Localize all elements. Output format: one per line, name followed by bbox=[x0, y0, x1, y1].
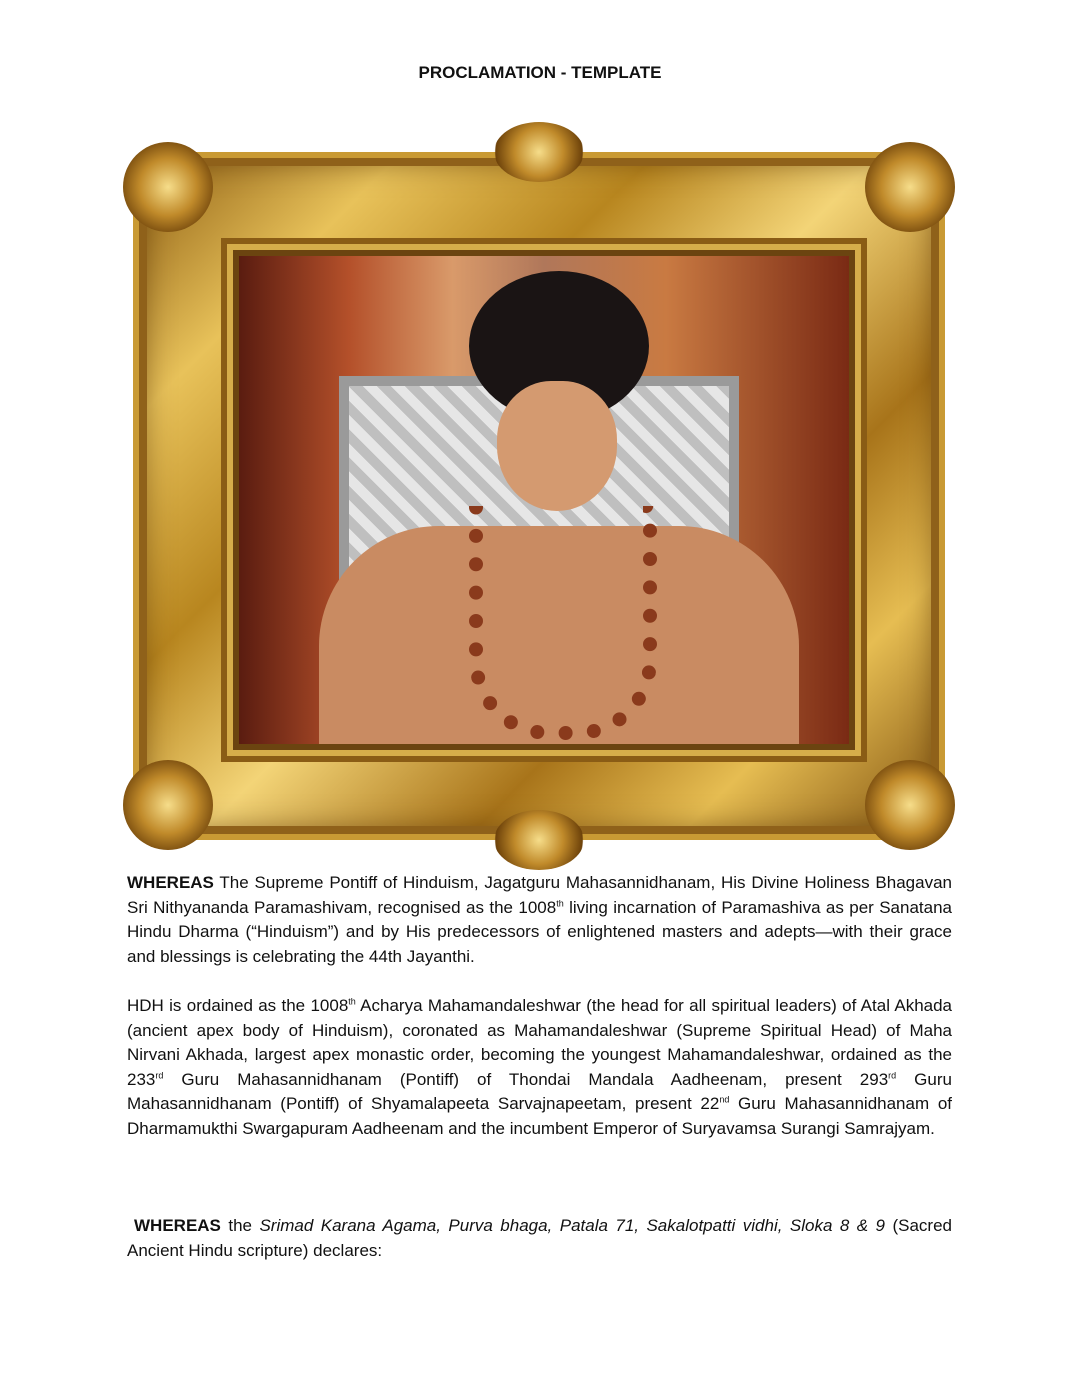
text: The Supreme Pontiff of Hinduism, Jagatguru Mahasannidhanam, His Divine Holiness Bhagavan Sri Nithyananda Paramashivam, recognised as the 1008 bbox=[127, 873, 952, 917]
superscript: th bbox=[348, 996, 356, 1007]
text: Guru Mahasannidhanam (Pontiff) of Thondai Mandala Aadheenam, present 293 bbox=[163, 1069, 889, 1089]
superscript: rd bbox=[155, 1069, 164, 1080]
whereas-lead: WHEREAS bbox=[134, 1216, 221, 1235]
whereas-lead: WHEREAS bbox=[127, 873, 214, 892]
portrait-face bbox=[497, 381, 617, 511]
text: Guru Mahasannidhanam (Pontiff) of Shyamalapeeta Sarvajnapeetam, present 22 bbox=[127, 1069, 952, 1113]
paragraph-hdh bbox=[127, 994, 952, 1141]
frame-ornament bbox=[123, 142, 213, 232]
frame-ornament bbox=[123, 760, 213, 850]
paragraph-whereas-2 bbox=[127, 1214, 952, 1263]
superscript: nd bbox=[719, 1094, 730, 1105]
text: Guru Mahasannidhanam of Dharmamukthi Swargapuram Aadheenam and the incumbent Emperor of Suryavamsa Surangi Samrajyam. bbox=[127, 1094, 952, 1138]
framed-portrait bbox=[133, 152, 945, 840]
scripture-citation: Srimad Karana Agama, Purva bhaga, Patala 71, Sakalotpatti vidhi, Sloka 8 & 9 bbox=[259, 1216, 886, 1235]
superscript: rd bbox=[888, 1069, 897, 1080]
text: the bbox=[220, 1216, 260, 1235]
frame-ornament bbox=[865, 760, 955, 850]
superscript: th bbox=[556, 897, 564, 908]
frame-ornament bbox=[494, 122, 584, 182]
paragraph-whereas-1 bbox=[127, 871, 952, 969]
text: HDH is ordained as the 1008 bbox=[127, 996, 349, 1015]
page-title: PROCLAMATION - TEMPLATE bbox=[418, 63, 662, 82]
text: (Sacred Ancient Hindu scripture) declares: bbox=[127, 1216, 952, 1260]
frame-ornament bbox=[865, 142, 955, 232]
text: Acharya Mahamandaleshwar (the head for all spiritual leaders) of Atal Akhada (ancient apex body of Hinduism), coronated as Mahamandaleshwar (Supreme Spiritual Head) of Maha Nirvani Akhada, largest apex monastic order, becoming the youngest Mahamandaleshwar, ordained as the 233 bbox=[127, 996, 953, 1089]
text: living incarnation of Paramashiva as per Sanatana Hindu Dharma (“Hinduism”) and by His predecessors of enlightened masters and adepts—with their grace and blessings is celebrating the 44th Jayanthi. bbox=[127, 897, 952, 966]
portrait-painting bbox=[233, 250, 855, 750]
frame-ornament bbox=[494, 810, 584, 870]
rudraksha-beads bbox=[469, 506, 657, 740]
